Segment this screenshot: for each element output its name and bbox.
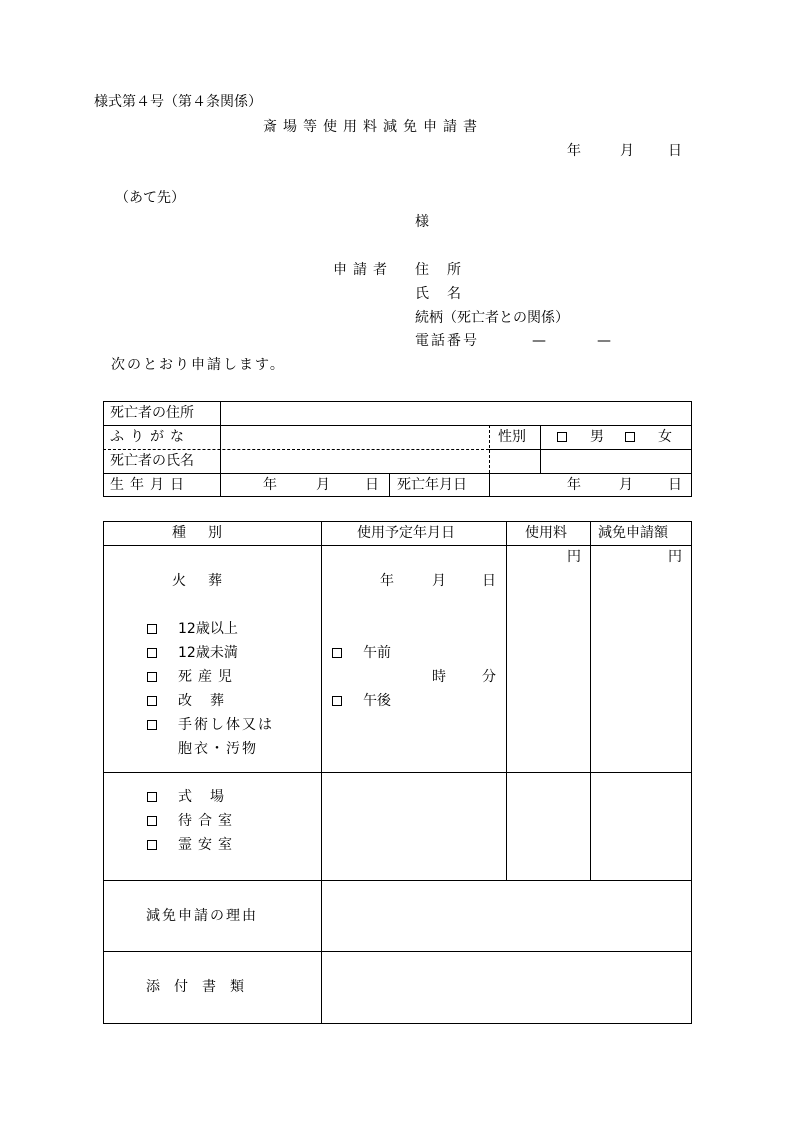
applicant-name-label: 氏 名 xyxy=(415,286,463,302)
death-year-label: 年 xyxy=(567,477,581,493)
intro-text: 次のとおり申請します。 xyxy=(111,357,286,373)
fee-yen-unit: 円 xyxy=(567,549,581,565)
birth-day-label: 日 xyxy=(365,477,379,493)
male-label: 男 xyxy=(590,429,604,445)
cremation-label: 火 葬 xyxy=(172,573,226,589)
pm-label: 午後 xyxy=(363,693,391,709)
female-label: 女 xyxy=(658,429,672,445)
death-day-label: 日 xyxy=(668,477,682,493)
phone-separator-2: — xyxy=(597,333,611,349)
surgical-remains-checkbox[interactable] xyxy=(147,720,157,730)
minute-label: 分 xyxy=(482,669,496,685)
page-title: 斎場等使用料減免申請書 xyxy=(263,119,483,135)
male-checkbox[interactable] xyxy=(557,432,567,442)
reburial-checkbox[interactable] xyxy=(147,696,157,706)
usage-day-label: 日 xyxy=(482,573,496,589)
mortuary-checkbox[interactable] xyxy=(147,840,157,850)
col-date-header: 使用予定年月日 xyxy=(357,525,455,541)
birth-month-label: 月 xyxy=(316,477,330,493)
reduction-reason-label: 減免申請の理由 xyxy=(146,908,258,924)
applicant-relation-label: 続柄（死亡者との関係） xyxy=(415,310,569,326)
pm-checkbox[interactable] xyxy=(332,696,342,706)
birth-date-label: 生年月日 xyxy=(110,477,190,493)
usage-year-label: 年 xyxy=(380,573,394,589)
am-checkbox[interactable] xyxy=(332,648,342,658)
phone-separator-1: — xyxy=(532,333,546,349)
applicant-label: 申請者 xyxy=(333,262,393,278)
mortuary-label: 霊安室 xyxy=(178,837,238,853)
deceased-name-label: 死亡者の氏名 xyxy=(110,453,194,469)
ceremony-hall-label: 式 場 xyxy=(178,789,226,805)
reduction-yen-unit: 円 xyxy=(668,549,682,565)
waiting-room-checkbox[interactable] xyxy=(147,816,157,826)
applicant-phone-label: 電話番号 xyxy=(415,333,479,349)
stillbirth-checkbox[interactable] xyxy=(147,672,157,682)
am-label: 午前 xyxy=(363,645,391,661)
col-fee-header: 使用料 xyxy=(525,525,567,541)
col-type-header: 種 別 xyxy=(172,525,226,541)
ceremony-hall-checkbox[interactable] xyxy=(147,792,157,802)
sama-label: 様 xyxy=(415,214,429,230)
date-year-label: 年 xyxy=(567,143,581,159)
attachments-label: 添付書類 xyxy=(146,979,258,995)
birth-year-label: 年 xyxy=(263,477,277,493)
usage-month-label: 月 xyxy=(432,573,446,589)
deceased-address-label: 死亡者の住所 xyxy=(110,405,194,421)
death-month-label: 月 xyxy=(619,477,633,493)
reburial-label: 改 葬 xyxy=(178,693,226,709)
addressee-label: （あて先） xyxy=(115,190,185,206)
surgical-remains-label: 手術し体又は xyxy=(178,717,274,733)
female-checkbox[interactable] xyxy=(625,432,635,442)
surgical-remains-label-cont: 胞衣・汚物 xyxy=(178,741,258,757)
death-date-label: 死亡年月日 xyxy=(397,477,467,493)
waiting-room-label: 待合室 xyxy=(178,813,238,829)
under-12-label: 12歳未満 xyxy=(178,645,238,661)
col-reduction-header: 減免申請額 xyxy=(598,525,668,541)
date-day-label: 日 xyxy=(668,143,682,159)
furigana-label: ふりがな xyxy=(110,429,190,445)
date-month-label: 月 xyxy=(620,143,634,159)
under-12-checkbox[interactable] xyxy=(147,648,157,658)
over-12-label: 12歳以上 xyxy=(178,621,238,637)
over-12-checkbox[interactable] xyxy=(147,624,157,634)
applicant-address-label: 住 所 xyxy=(415,262,463,278)
form-number: 様式第４号（第４条関係） xyxy=(94,94,262,110)
sex-label: 性別 xyxy=(498,429,526,445)
stillbirth-label: 死産児 xyxy=(178,669,238,685)
hour-label: 時 xyxy=(432,669,446,685)
